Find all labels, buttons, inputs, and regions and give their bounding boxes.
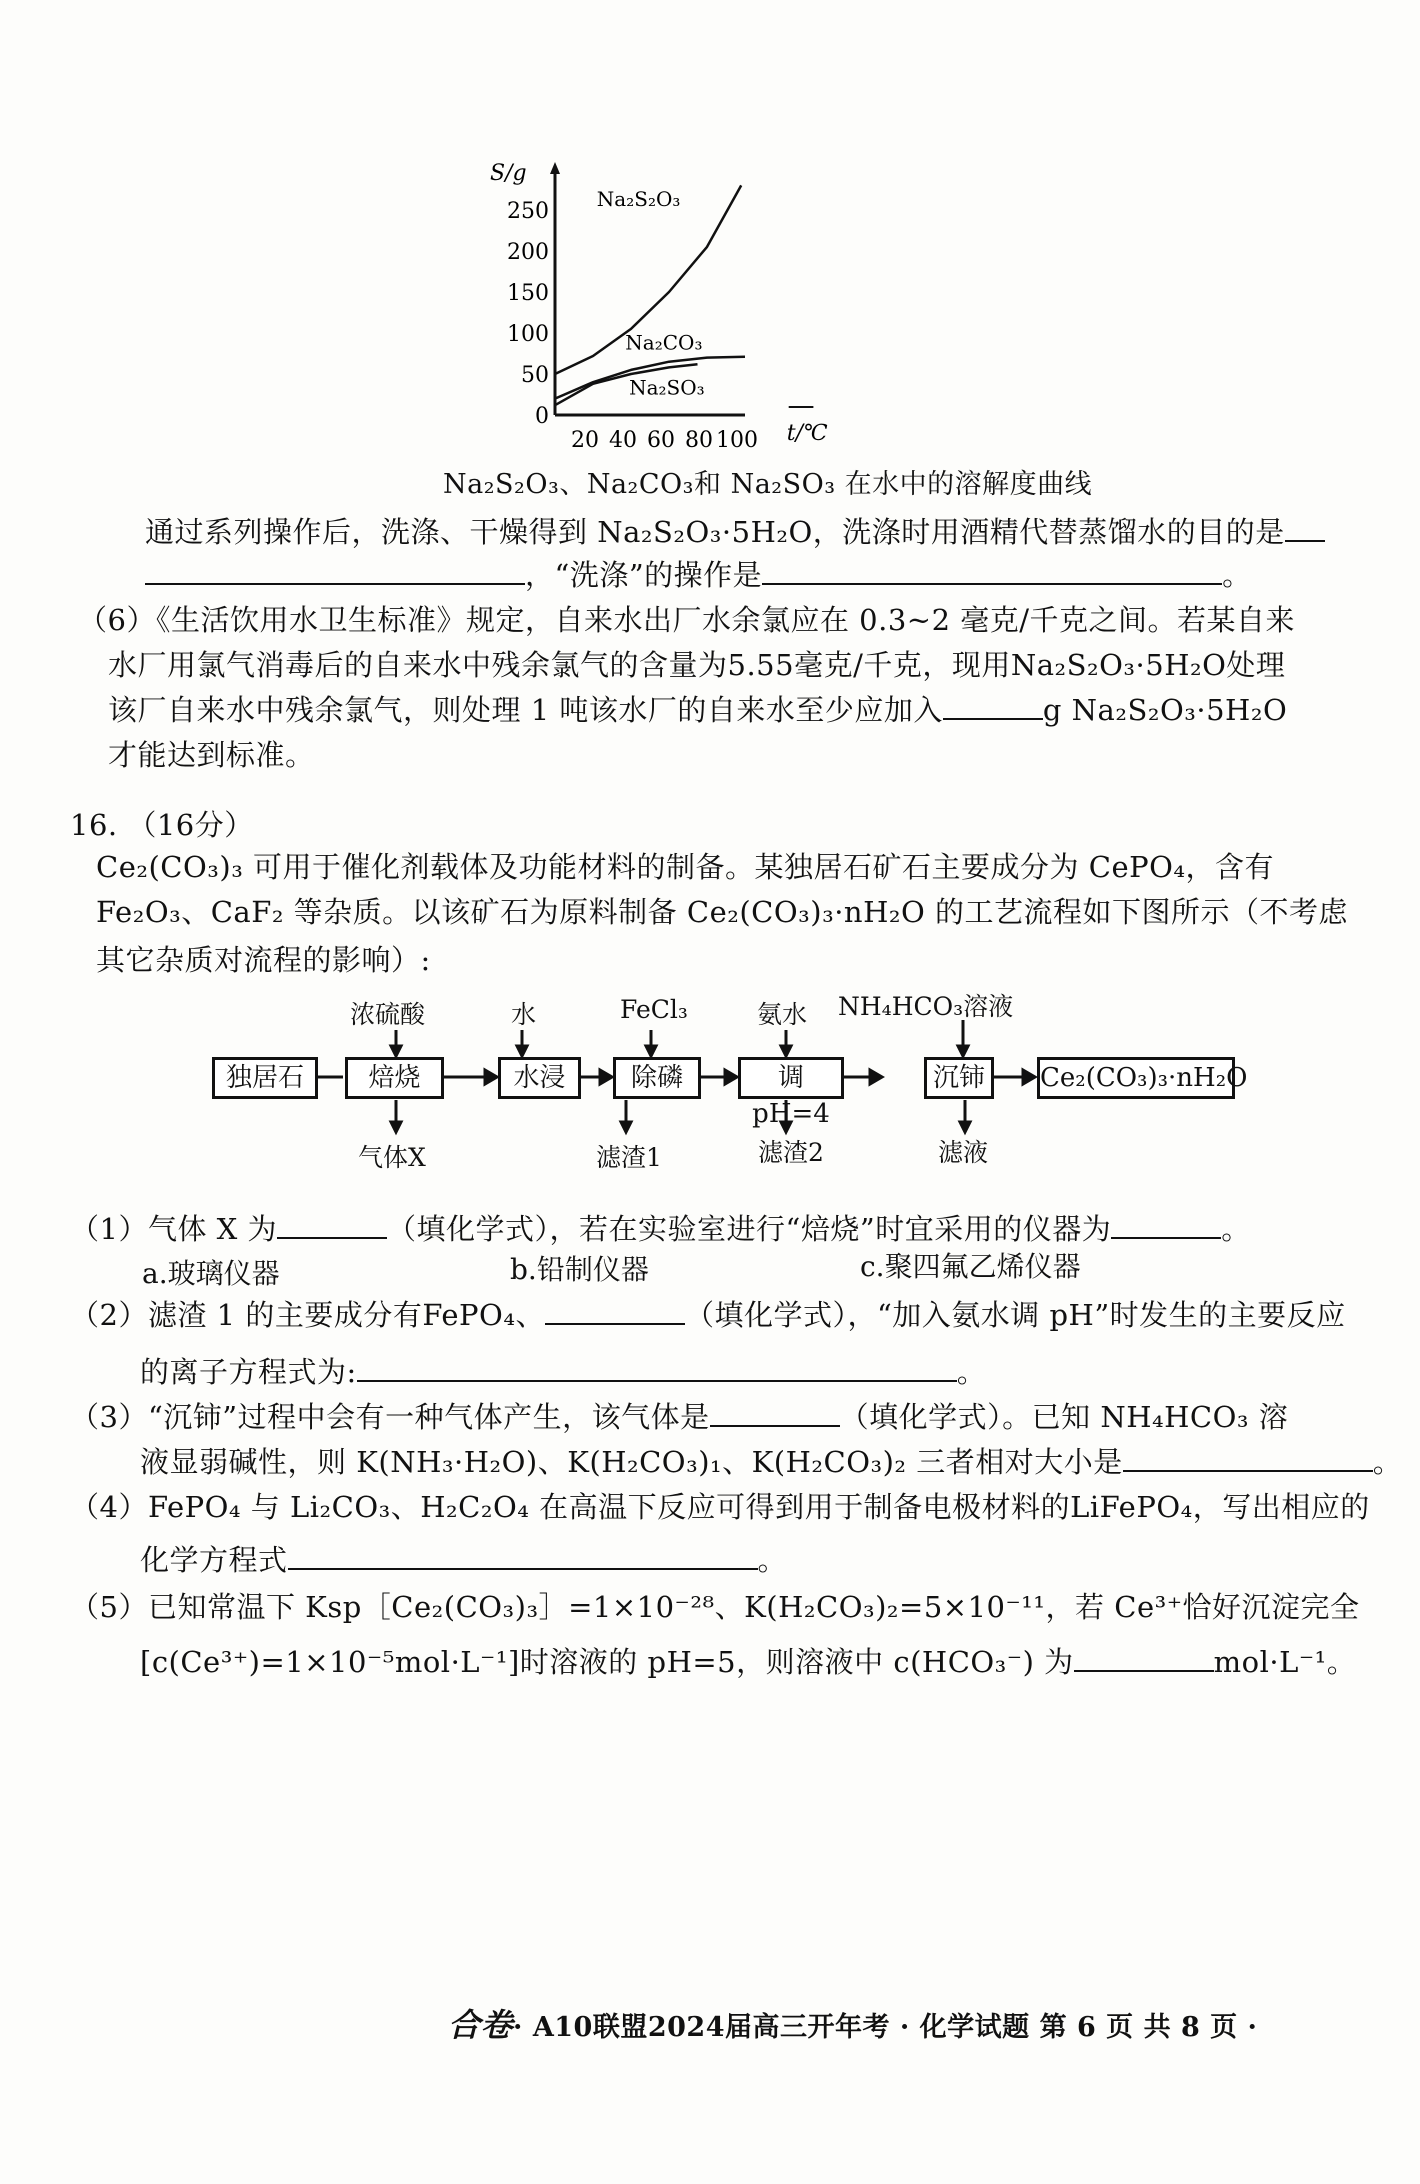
x-tick-label: 60 [647,428,675,453]
input-water: 水 [511,1000,537,1029]
q16-part5-line2 [140,1640,1356,1681]
text: 化学方程式 [140,1543,288,1577]
q16-part3-line2 [140,1440,1402,1481]
answer-blank[interactable] [1111,1211,1221,1239]
x-tick-label: 40 [609,428,637,453]
q16-part1 [70,1207,1251,1248]
answer-blank[interactable] [357,1354,957,1382]
text: 。 [1221,1212,1251,1246]
y-tick-label: 250 [507,199,549,224]
x-axis-label: t/℃ [786,421,828,446]
output-residue2: 滤渣2 [758,1138,824,1167]
output-gas-x: 气体X [358,1143,426,1172]
flow-box-product: Ce₂(CO₃)₃·nH₂O [1037,1057,1235,1099]
footer-text: · A10联盟2024届高三开年考 · 化学试题 第 6 页 共 8 页 · [513,2012,1258,2043]
output-residue1: 滤渣1 [596,1143,662,1172]
text: （填化学式），若在实验室进行“焙烧”时宜采用的仪器为 [387,1212,1112,1246]
option-b: b.铅制仪器 [510,1253,649,1286]
input-nh4hco3: NH₄HCO₃溶液 [838,992,1014,1021]
q16-heading: 16. （16分） [70,808,254,842]
y-tick-label: 150 [507,281,549,306]
text: g Na₂S₂O₃·5H₂O [1042,693,1288,727]
text: ，“洗涤”的操作是 [525,558,763,592]
x-tick-label: 100 [716,428,758,453]
footer [448,2000,1257,2046]
y-tick-label: 100 [507,322,549,347]
q16-intro2: Fe₂O₃、CaF₂ 等杂质。以该矿石为原料制备 Ce₂(CO₃)₃·nH₂O 的工艺流程如下图所示（不考虑 [96,895,1349,929]
input-fecl3: FeCl₃ [620,995,688,1024]
text: （填化学式），“加入氨水调 pH”时发生的主要反应 [684,1298,1346,1332]
x-tick-label: 20 [571,428,599,453]
text: mol·L⁻¹。 [1213,1645,1357,1679]
q16-part4: （4）FePO₄ 与 Li₂CO₃、H₂C₂O₄ 在高温下反应可得到用于制备电极材料的LiFePO₄，写出相应的 [70,1490,1370,1524]
input-conc-sulfuric-acid: 浓硫酸 [350,1000,426,1029]
flow-box-roasting: 焙烧 [345,1057,444,1099]
flow-box-dephosphorization: 除磷 [613,1057,701,1099]
series-label: Na₂S₂O₃ [596,186,681,211]
text: 液显弱碱性，则 K(NH₃·H₂O)、K(H₂CO₃)₁、K(H₂CO₃)₂ 三者相对大小是 [140,1445,1123,1479]
q16-part4-line2 [140,1538,787,1579]
q16-intro3: 其它杂质对流程的影响）: [96,943,431,977]
text: 。 [956,1355,987,1389]
q16-part5: （5）已知常温下 Ksp［Ce₂(CO₃)₃］=1×10⁻²⁸、K(H₂CO₃)₂=5×10⁻¹¹，若 Ce³⁺恰好沉淀完全 [70,1590,1360,1624]
answer-blank[interactable] [1074,1644,1214,1672]
series-label: Na₂CO₃ [625,330,703,355]
text: 通过系列操作后，洗涤、干燥得到 Na₂S₂O₃·5H₂O，洗涤时用酒精代替蒸馏水的目的是 [145,515,1285,549]
flow-box-monazite: 独居石 [212,1057,318,1099]
answer-blank[interactable] [545,1297,685,1325]
input-ammonia: 氨水 [757,1000,808,1029]
text: 的离子方程式为: [140,1355,357,1389]
q6-line2: 水厂用氯气消毒后的自来水中残余氯气的含量为5.55毫克/千克，现用Na₂S₂O₃·5H₂O处理 [108,648,1286,682]
footer-logo: 合卷 [448,2006,514,2044]
chart-caption: Na₂S₂O₃、Na₂CO₃和 Na₂SO₃ 在水中的溶解度曲线 [443,469,1093,500]
option-a: a.玻璃仪器 [142,1257,280,1290]
text: 。 [1372,1445,1403,1479]
answer-blank[interactable] [1123,1444,1373,1472]
flow-box-precipitation: 沉铈 [924,1057,994,1099]
x-tick-label: 80 [685,428,713,453]
y-tick-label: 50 [521,363,549,388]
answer-blank[interactable] [288,1542,758,1570]
flow-box-adjust-ph: 调 pH=4 [738,1057,844,1099]
text: （填化学式）。已知 NH₄HCO₃ 溶 [839,1400,1289,1434]
q16-part2 [70,1293,1346,1334]
text: 该厂自来水中残余氯气，则处理 1 吨该水厂的自来水至少应加入 [108,693,943,727]
answer-blank[interactable] [710,1399,840,1427]
q16-part3 [70,1395,1288,1436]
q6-line1: （6）《生活饮用水卫生标准》规定，自来水出厂水余氯应在 0.3~2 毫克/千克之间。若某自来 [78,603,1296,637]
text: [c(Ce³⁺)=1×10⁻⁵mol·L⁻¹]时溶液的 pH=5，则溶液中 c(HCO₃⁻) 为 [140,1645,1074,1679]
text: 。 [1222,558,1252,592]
output-filtrate: 滤液 [938,1138,989,1167]
text: （2）滤渣 1 的主要成分有FePO₄、 [70,1298,545,1332]
series-label: Na₂SO₃ [629,375,705,400]
q16-part2-line2 [140,1350,986,1391]
q6-line4: 才能达到标准。 [108,738,315,772]
answer-blank[interactable] [277,1211,387,1239]
y-tick-label: 0 [535,404,549,429]
option-c: c.聚四氟乙烯仪器 [860,1250,1081,1283]
text: （1）气体 X 为 [70,1212,278,1246]
y-tick-label: 200 [507,240,549,265]
text: （3）“沉铈”过程中会有一种气体产生，该气体是 [70,1400,710,1434]
flow-box-leaching: 水浸 [498,1057,581,1099]
text: 。 [757,1543,788,1577]
q16-intro1: Ce₂(CO₃)₃ 可用于催化剂载体及功能材料的制备。某独居石矿石主要成分为 CePO₄，含有 [96,850,1275,884]
y-axis-label: S/g [490,161,527,186]
